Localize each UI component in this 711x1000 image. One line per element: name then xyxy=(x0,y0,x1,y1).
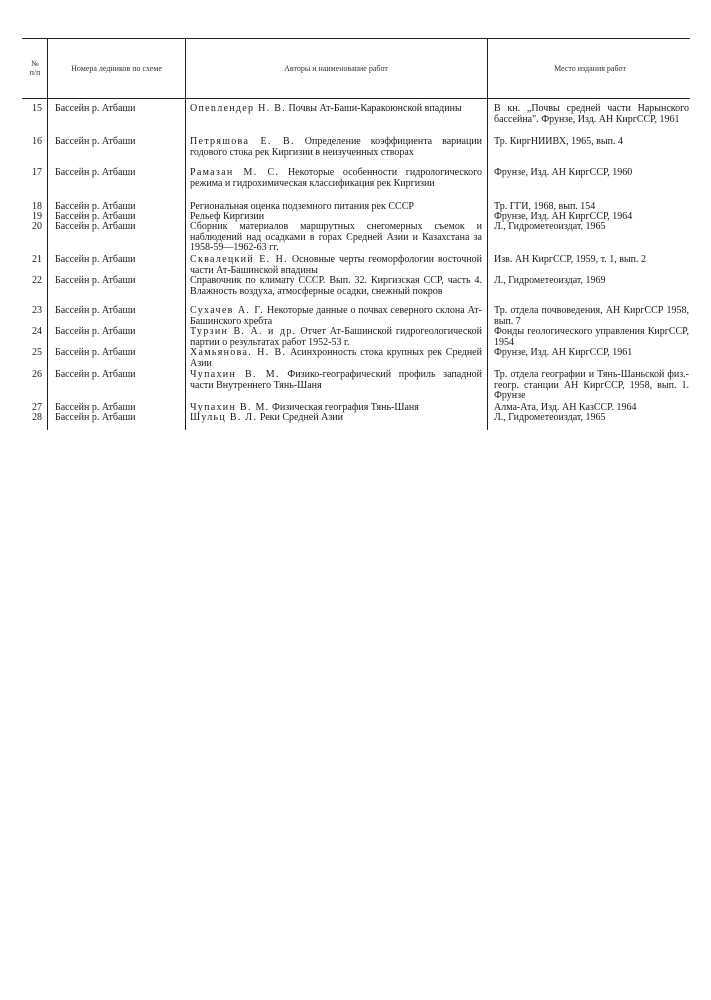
row-work xyxy=(190,255,482,276)
row-place: Тр. КиргНИИВХ, 1965, вып. 4 xyxy=(494,136,623,147)
row-basin: Бассейн р. Атбаши xyxy=(55,402,136,413)
row-number: 28 xyxy=(32,412,42,423)
row-number: 25 xyxy=(32,347,42,358)
header-basin: Номера ледников по схеме xyxy=(71,63,162,73)
row-title: Определение коэффициента вариации годового стока рек Киргизии в неизученных створах xyxy=(190,136,482,158)
row-title: Региональная оценка подземного питания рек СССР xyxy=(190,201,414,212)
row-author: Чупахин В. М. xyxy=(190,402,270,413)
row-basin: Бассейн р. Атбаши xyxy=(55,326,136,337)
row-author: Хамьянова. Н. В. xyxy=(190,347,287,358)
row-title: Справочник по климату СССР. Вып. 32. Киргизская ССР, часть 4. Влажность воздуха, атмосферные осадки, снежный покров xyxy=(190,275,482,297)
row-title: Почвы Ат-Баши-Каракоюнской впадины xyxy=(286,103,462,114)
row-basin: Бассейн р. Атбаши xyxy=(55,136,136,147)
row-place: Тр. отдела географии и Тянь-Шаньской физ.-геогр. станции АН КиргССР, 1958, вып. 1. Фрунзе xyxy=(494,369,689,402)
row-author: Петряшова Е. В. xyxy=(190,136,295,147)
row-basin: Бассейн р. Атбаши xyxy=(55,167,136,178)
row-author: Шульц В. Л. xyxy=(190,412,258,423)
row-place: Тр. ГГИ, 1968, вып. 154 xyxy=(494,201,596,212)
row-author: Опеnлендер Н. В. xyxy=(190,103,287,114)
row-number: 16 xyxy=(32,136,42,147)
row-place: В кн. „Почвы средней части Нарынского бассейна". Фрунзе, Изд. АН КиргССР, 1961 xyxy=(494,103,689,125)
row-title: Физическая география Тянь-Шаня xyxy=(269,402,419,413)
row-basin: Бассейн р. Атбаши xyxy=(55,275,136,286)
row-work xyxy=(190,327,482,348)
row-work xyxy=(190,276,482,297)
row-work xyxy=(190,222,482,254)
header-no xyxy=(24,38,46,98)
row-number: 21 xyxy=(32,254,42,265)
row-basin: Бассейн р. Атбаши xyxy=(55,254,136,265)
row-basin: Бассейн р. Атбаши xyxy=(55,211,136,222)
row-place: Л., Гидрометеоиздат, 1969 xyxy=(494,275,606,286)
row-work xyxy=(190,413,482,424)
row-place: Фрунзе, Изд. АН КиргССР, 1964 xyxy=(494,211,633,222)
row-author: Турзин В. А. и др. xyxy=(190,326,297,337)
column-divider-1 xyxy=(47,38,48,430)
header-bottom-rule xyxy=(22,98,690,99)
row-number: 22 xyxy=(32,275,42,286)
row-number: 24 xyxy=(32,326,42,337)
row-number: 19 xyxy=(32,211,42,222)
row-basin: Бассейн р. Атбаши xyxy=(55,305,136,316)
header-no-line2: п/п xyxy=(29,68,41,77)
row-place: Фонды геологического управления КиргССР, 1954 xyxy=(494,326,689,348)
row-work xyxy=(190,137,482,158)
row-place: Л., Гидрометеоиздат, 1965 xyxy=(494,221,606,232)
row-work xyxy=(190,348,482,369)
header-place: Место издания работ xyxy=(554,63,626,73)
row-place: Л., Гидрометеоиздат, 1965 xyxy=(494,412,606,423)
row-basin: Бассейн р. Атбаши xyxy=(55,221,136,232)
row-title: Отчет Ат-Башинской гидрогеологической партии о результатах работ 1952-53 г. xyxy=(190,326,482,348)
row-author: Рамазан М. С. xyxy=(190,167,280,178)
row-basin: Бассейн р. Атбаши xyxy=(55,369,136,380)
row-number: 23 xyxy=(32,305,42,316)
row-basin: Бассейн р. Атбаши xyxy=(55,412,136,423)
row-number: 26 xyxy=(32,369,42,380)
row-place: Алма-Ата, Изд. АН КазССР. 1964 xyxy=(494,402,637,413)
row-number: 17 xyxy=(32,167,42,178)
row-work xyxy=(190,306,482,327)
row-title: Физико-географический профиль западной части Внутреннего Тянь-Шаня xyxy=(190,369,482,391)
header-authors: Авторы и наименование работ xyxy=(284,63,388,73)
row-work xyxy=(190,104,482,115)
row-title: Основные черты геоморфологии восточной части Ат-Башинской впадины xyxy=(190,254,482,276)
row-title: Некоторые особенности гидрологического режима и гидрохимическая классификация рек Киргизии xyxy=(190,167,482,189)
column-divider-2 xyxy=(185,38,186,430)
row-title: Реки Средней Азии xyxy=(257,412,343,423)
row-place: Фрунзе, Изд. АН КиргССР, 1961 xyxy=(494,347,633,358)
row-title: Асинхронность стока крупных рек Средней Азии xyxy=(190,347,482,369)
row-basin: Бассейн р. Атбаши xyxy=(55,201,136,212)
row-number: 18 xyxy=(32,201,42,212)
row-work xyxy=(190,370,482,391)
row-place: Тр. отдела почвоведения, АН КиргССР 1958, вып. 7 xyxy=(494,305,689,327)
row-title: Некоторые данные о почвах северного склона Ат-Башинского хребта xyxy=(190,305,482,327)
row-basin: Бассейн р. Атбаши xyxy=(55,347,136,358)
row-title: Рельеф Киргизии xyxy=(190,211,265,222)
column-divider-3 xyxy=(487,38,488,430)
row-work xyxy=(190,168,482,189)
row-author: Чупахин В. М. xyxy=(190,369,280,380)
row-author: Сухачев А. Г. xyxy=(190,305,265,316)
header-no-line1: № xyxy=(31,59,39,68)
row-place: Изв. АН КиргССР, 1959, т. 1, вып. 2 xyxy=(494,254,647,265)
row-author: Сквалецкий Е. Н. xyxy=(190,254,288,265)
row-place: Фрунзе, Изд. АН КиргССР, 1960 xyxy=(494,167,633,178)
row-number: 20 xyxy=(32,221,42,232)
row-basin: Бассейн р. Атбаши xyxy=(55,103,136,114)
row-number: 27 xyxy=(32,402,42,413)
row-number: 15 xyxy=(32,103,42,114)
row-title: Сборник материалов маршрутных снегомерных съемок и наблюдений над осадками в горах Средней Азии и Казахстана за 1958-59—1962-63 гг. xyxy=(190,221,482,254)
